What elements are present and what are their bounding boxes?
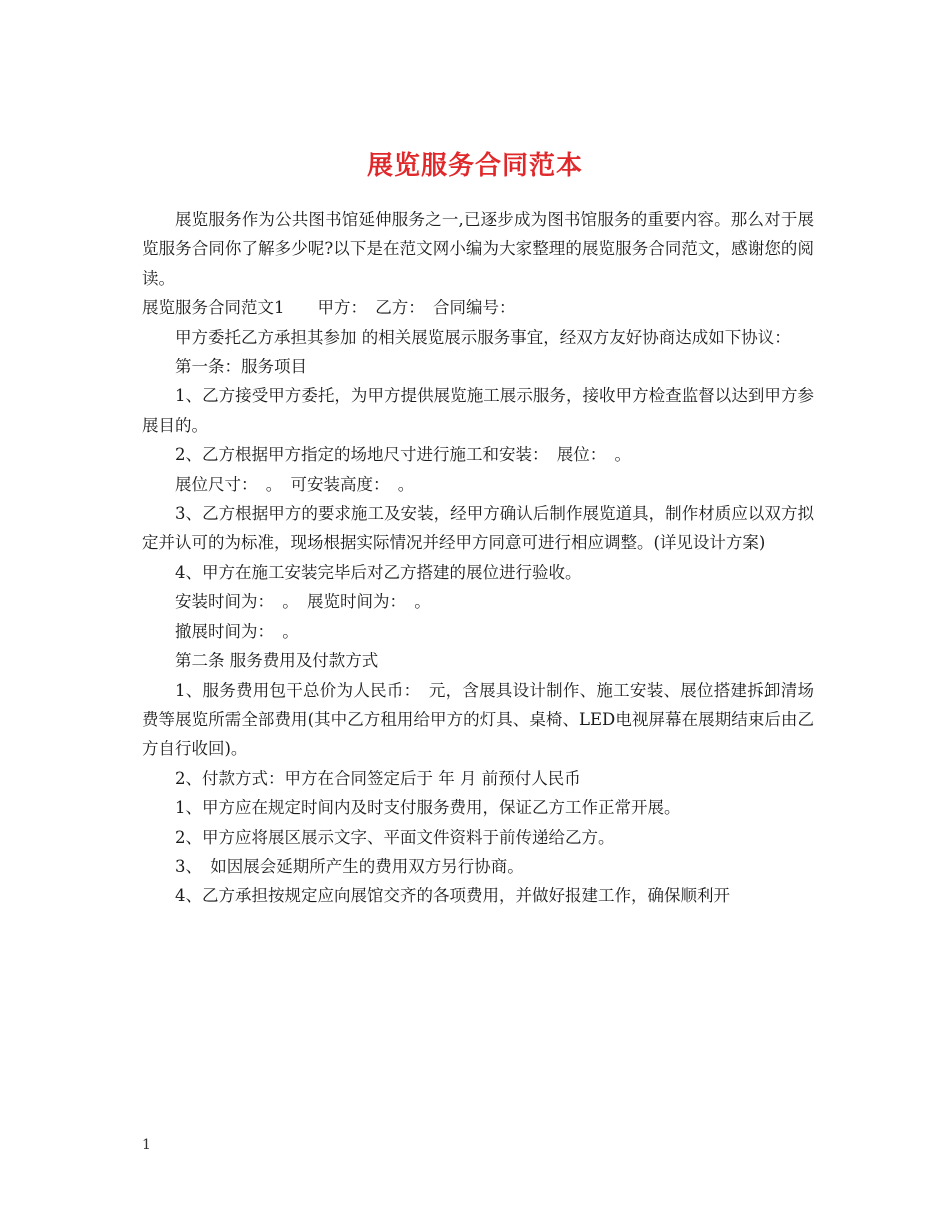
paragraph-contract-header: 展览服务合同范文1 甲方： 乙方： 合同编号： — [142, 298, 516, 318]
clause-1: 1、乙方接受甲方委托，为甲方提供展览施工展示服务，接收甲方检查监督以达到甲方参展目的。 — [142, 386, 814, 435]
obligation-clause-1: 1、甲方应在规定时间内及时支付服务费用，保证乙方工作正常开展。 — [175, 798, 681, 818]
obligation-clause-3: 3、 如因展会延期所产生的费用双方另行协商。 — [175, 856, 524, 876]
clause-booth-size: 展位尺寸： 。 可安装高度： 。 — [175, 474, 415, 494]
section-heading-service-items: 第一条：服务项目 — [175, 357, 307, 377]
paragraph-intro: 展览服务作为公共图书馆延伸服务之一,已逐步成为图书馆服务的重要内容。那么对于展览服务合同你了解多少呢?以下是在范文网小编为大家整理的展览服务合同范文，感谢您的阅读。 — [142, 210, 814, 288]
clause-install-time: 安装时间为： 。 展览时间为： 。 — [175, 592, 431, 612]
fee-clause-1: 1、服务费用包干总价为人民币： 元，含展具设计制作、施工安装、展位搭建拆卸清场费等展览所需全部费用(其中乙方租用给甲方的灯具、桌椅、LED电视屏幕在展期结束后由乙方自行收回)。 — [142, 680, 814, 759]
obligation-clause-2: 2、甲方应将展区展示文字、平面文件资料于前传递给乙方。 — [175, 827, 615, 847]
document-title: 展览服务合同范本 — [366, 151, 583, 182]
obligation-clause-4: 4、乙方承担按规定应向展馆交齐的各项费用，并做好报建工作，确保顺利开 — [175, 886, 730, 906]
fee-clause-2: 2、付款方式：甲方在合同签定后于 年 月 前预付人民币 — [175, 768, 581, 788]
document-body — [142, 205, 814, 911]
page-number: 1 — [142, 1137, 151, 1153]
paragraph-agreement: 甲方委托乙方承担其参加 的相关展览展示服务事宜，经双方友好协商达成如下协议： — [175, 327, 791, 347]
clause-removal-time: 撤展时间为： 。 — [175, 621, 299, 641]
clause-2: 2、乙方根据甲方指定的场地尺寸进行施工和安装： 展位： 。 — [175, 445, 631, 465]
section-heading-fees: 第二条 服务费用及付款方式 — [175, 651, 379, 671]
clause-3: 3、乙方根据甲方的要求施工及安装，经甲方确认后制作展览道具，制作材质应以双方拟定并认可的为标准，现场根据实际情况并经甲方同意可进行相应调整。(详见设计方案) — [142, 504, 814, 553]
clause-4: 4、甲方在施工安装完毕后对乙方搭建的展位进行验收。 — [175, 562, 582, 582]
